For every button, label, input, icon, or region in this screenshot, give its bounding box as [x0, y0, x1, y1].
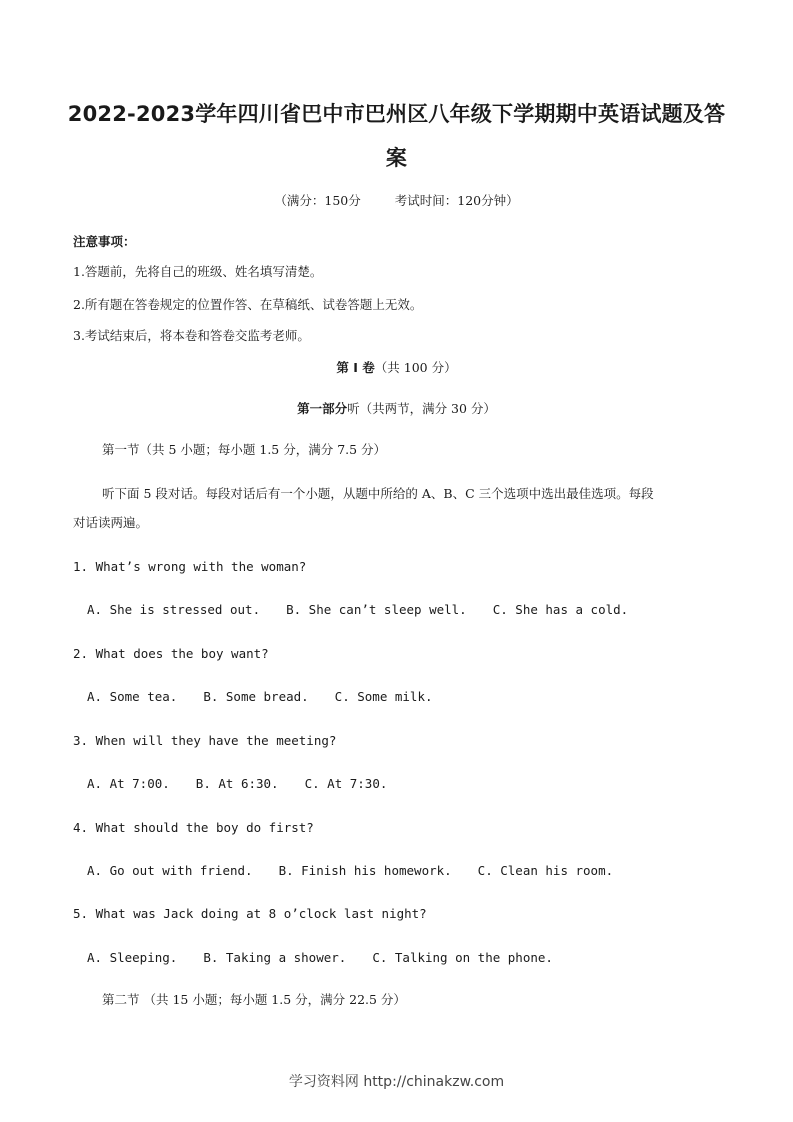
exam-time: 考试时间：120分钟） [394, 193, 519, 208]
option-c: C. Clean his room. [477, 863, 614, 878]
section1-heading: 第一节（共 5 小题；每小题 1.5 分，满分 7.5 分） [102, 442, 387, 457]
notice-item: 3.考试结束后，将本卷和答卷交监考老师。 [73, 328, 310, 343]
option-a: A. Some tea. [87, 689, 178, 704]
question-1: 1. What’s wrong with the woman? [73, 559, 307, 574]
option-b: B. Some bread. [203, 689, 309, 704]
question-5-options [87, 949, 553, 967]
option-c: C. She has a cold. [492, 602, 629, 617]
option-a: A. Sleeping. [87, 950, 178, 965]
section1-instruction-cont: 对话读两遍。 [73, 515, 149, 530]
page-title: 2022-2023学年四川省巴中市巴州区八年级下学期期中英语试题及答案 [67, 102, 726, 170]
question-5: 5. What was Jack doing at 8 o’clock last night? [73, 906, 427, 921]
full-score: （满分：150分 [274, 193, 361, 208]
option-a: A. Go out with friend. [87, 863, 253, 878]
volume-heading [0, 359, 793, 377]
option-c: C. Talking on the phone. [372, 950, 553, 965]
question-3-options [87, 775, 387, 793]
question-4-options [87, 862, 613, 880]
notice-item: 2.所有题在答卷规定的位置作答、在草稿纸、试卷答题上无效。 [73, 297, 423, 312]
question-1-options [87, 601, 628, 619]
notice-heading: 注意事项： [73, 234, 136, 249]
option-b: B. She can’t sleep well. [286, 602, 467, 617]
option-a: A. At 7:00. [87, 776, 170, 791]
option-b: B. Finish his homework. [278, 863, 452, 878]
section2-heading: 第二节 （共 15 小题；每小题 1.5 分，满分 22.5 分） [102, 992, 406, 1007]
footer-watermark: 学习资料网 http://chinakzw.com [288, 1074, 505, 1090]
notice-item: 1.答题前，先将自己的班级、姓名填写清楚。 [73, 264, 323, 279]
part-heading [0, 400, 793, 418]
question-3: 3. When will they have the meeting? [73, 733, 337, 748]
section1-instruction: 听下面 5 段对话。每段对话后有一个小题，从题中所给的 A、B、C 三个选项中选出最佳选项。每段 [102, 486, 654, 501]
volume-heading-rest: （共 100 分） [374, 360, 457, 375]
option-c: C. At 7:30. [304, 776, 388, 791]
question-2-options [87, 688, 433, 706]
question-2: 2. What does the boy want? [73, 646, 269, 661]
option-b: B. At 6:30. [195, 776, 279, 791]
question-4: 4. What should the boy do first? [73, 820, 314, 835]
volume-heading-bold: 第 I 卷 [336, 360, 375, 375]
option-c: C. Some milk. [334, 689, 433, 704]
exam-info [0, 192, 793, 210]
part-heading-bold: 第一部分 [297, 401, 348, 416]
option-b: B. Taking a shower. [203, 950, 347, 965]
part-heading-rest: 听（共两节，满分 30 分） [347, 401, 496, 416]
option-a: A. She is stressed out. [87, 602, 261, 617]
